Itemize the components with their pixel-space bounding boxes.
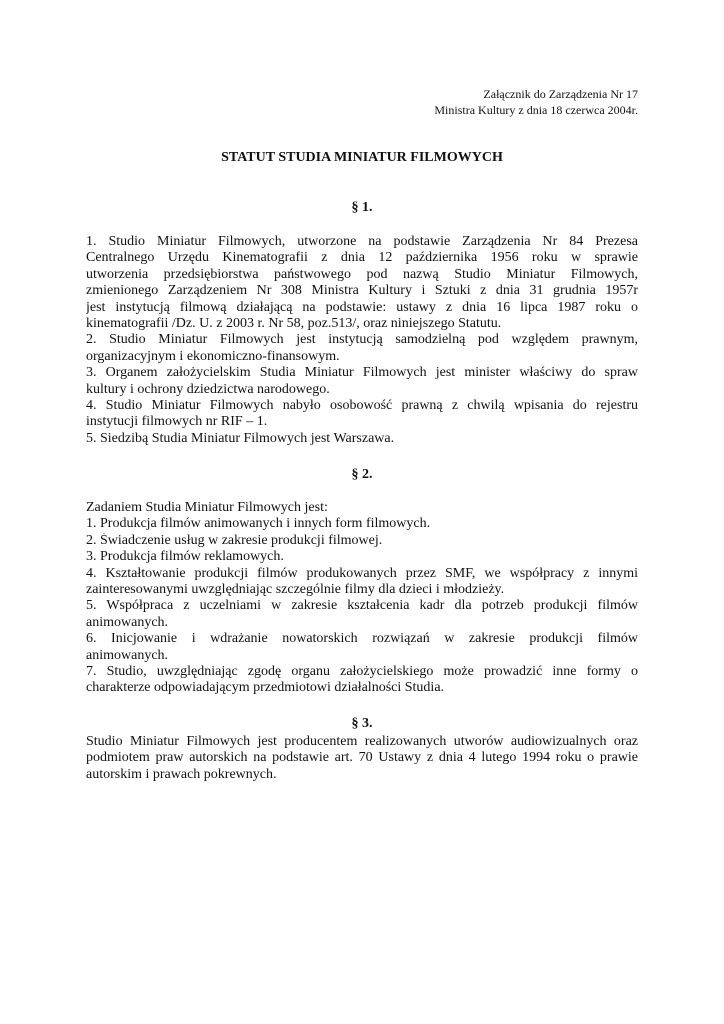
paragraph-line: kultury i ochrony dziedzictwa narodowego. — [86, 381, 330, 397]
list-item-continuation: animowanych. — [86, 647, 169, 663]
paragraph-line: instytucji filmowych nr RIF – 1. — [86, 414, 268, 430]
list-item-continuation: charakterze odpowiadającym przedmiotowi działalności Studia. — [86, 680, 445, 696]
section-2-heading: § 2. — [351, 467, 373, 482]
paragraph-line: Centralnego Urzędu Kinematografii z dnia 12 października 1956 roku w sprawie — [86, 250, 638, 266]
list-item: 4. Kształtowanie produkcji filmów produkowanych przez SMF, we współpracy z innymi — [86, 565, 638, 581]
paragraph-line: autorskim i prawach pokrewnych. — [86, 766, 277, 782]
section-2-body — [86, 500, 638, 697]
document-title: STATUT STUDIA MINIATUR FILMOWYCH — [221, 150, 503, 165]
section-1-body — [86, 234, 638, 447]
list-item: 6. Inicjowanie i wdrażanie nowatorskich rozwiązań w zakresie produkcji filmów — [86, 631, 638, 647]
paragraph-line: 3. Organem założycielskim Studia Miniatur Filmowych jest minister właściwy do spraw — [86, 365, 638, 381]
paragraph-line: 2. Studio Miniatur Filmowych jest instytucją samodzielną pod względem prawnym, — [86, 332, 638, 348]
paragraph-line: utworzenia przedsiębiorstwa państwowego pod nazwą Studio Miniatur Filmowych, — [86, 266, 638, 282]
list-item: 2. Świadczenie usług w zakresie produkcji filmowej. — [86, 532, 383, 548]
paragraph-line: 1. Studio Miniatur Filmowych, utworzone na podstawie Zarządzenia Nr 84 Prezesa — [86, 234, 638, 249]
list-item: 5. Współpraca z uczelniami w zakresie kształcenia kadr dla potrzeb produkcji filmów — [86, 598, 638, 614]
list-item: 7. Studio, uwzględniając zgodę organu założycielskiego może prowadzić inne formy o — [86, 664, 638, 680]
paragraph-line: Studio Miniatur Filmowych jest producentem realizowanych utworów audiowizualnych oraz — [86, 734, 638, 749]
paragraph-line: 4. Studio Miniatur Filmowych nabyło osobowość prawną z chwilą wpisania do rejestru — [86, 397, 638, 413]
attachment-note-line: Załącznik do Zarządzenia Nr 17 — [483, 87, 638, 101]
list-item-continuation: animowanych. — [86, 614, 169, 630]
paragraph-line: kinematografii /Dz. U. z 2003 r. Nr 58, poz.513/, oraz niniejszego Statutu. — [86, 315, 502, 331]
paragraph-line: Zadaniem Studia Miniatur Filmowych jest: — [86, 500, 328, 515]
attachment-note — [434, 86, 638, 118]
list-item: 3. Produkcja filmów reklamowych. — [86, 549, 284, 565]
paragraph-line: podmiotem praw autorskich na podstawie art. 70 Ustawy z dnia 4 lutego 1994 roku o prawie — [86, 750, 638, 766]
list-item: 1. Produkcja filmów animowanych i innych form filmowych. — [86, 516, 431, 532]
section-3-body — [86, 734, 638, 783]
section-1-heading: § 1. — [351, 200, 373, 215]
paragraph-line: 5. Siedzibą Studia Miniatur Filmowych jest Warszawa. — [86, 430, 395, 446]
paragraph-line: zmienionego Zarządzeniem Nr 308 Ministra Kultury i Sztuki z dnia 31 grudnia 1957r — [86, 283, 638, 299]
paragraph-line: organizacyjnym i ekonomiczno-finansowym. — [86, 348, 340, 364]
list-item-continuation: zainteresowanymi uwzględniając szczególnie filmy dla dzieci i młodzieży. — [86, 582, 505, 598]
section-3-heading: § 3. — [351, 716, 373, 731]
attachment-note-line: Ministra Kultury z dnia 18 czerwca 2004r. — [434, 103, 638, 117]
paragraph-line: jest instytucją filmową działającą na podstawie: ustawy z dnia 16 lipca 1987 roku o — [86, 299, 638, 315]
